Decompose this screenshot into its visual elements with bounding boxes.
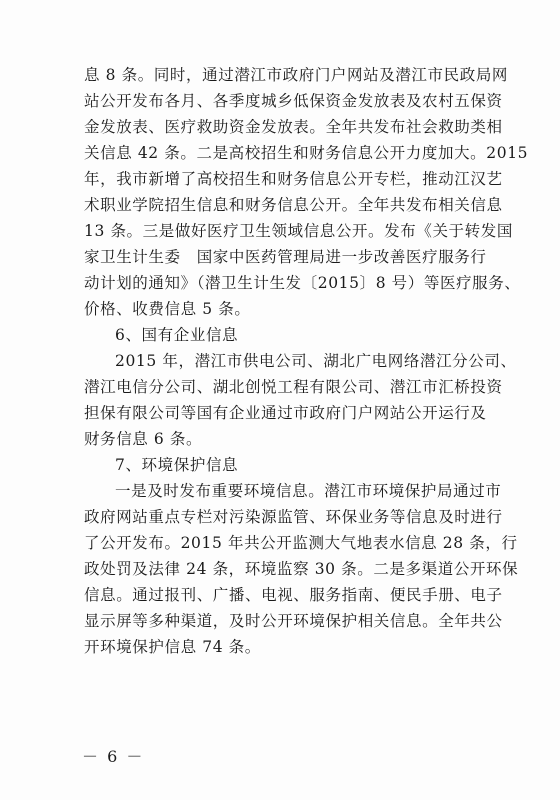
text-line-19: 了公开发布。2015 年共公开监测大气地表水信息 28 条，行 — [84, 534, 518, 552]
text-line-8: 家卫生计生委 国家中医药管理局进一步改善医疗服务行 — [84, 248, 487, 266]
text-line-17: 一是及时发布重要环境信息。潜江市环境保护局通过市 — [115, 482, 502, 500]
text-line-7: 13 条。三是做好医疗卫生领域信息公开。发布《关于转发国 — [84, 222, 513, 240]
text-line-21: 信息。通过报刊、广播、电视、服务指南、便民手册、电子 — [84, 586, 503, 604]
text-line-5: 年，我市新增了高校招生和财务信息公开专栏，推动江汉艺 — [84, 170, 503, 188]
text-line-3: 金发放表、医疗救助资金发放表。全年共发布社会救助类相 — [84, 118, 503, 136]
text-line-13: 潜江电信分公司、湖北创悦工程有限公司、潜江市汇桥投资 — [84, 378, 503, 396]
text-line-2: 站公开发布各月、各季度城乡低保资金发放表及农村五保资 — [84, 92, 503, 110]
text-line-4: 关信息 42 条。二是高校招生和财务信息公开力度加大。2015 — [84, 144, 529, 162]
document-body — [84, 62, 529, 660]
section-heading-environment: 7、环境保护信息 — [115, 456, 239, 474]
text-line-20: 政处罚及法律 24 条，环境监察 30 条。二是多渠道公开环保 — [84, 560, 519, 578]
text-line-22: 显示屏等多种渠道，及时公开环境保护相关信息。全年共公 — [84, 612, 503, 630]
text-line-23: 开环境保护信息 74 条。 — [84, 638, 261, 656]
text-line-12: 2015 年，潜江市供电公司、湖北广电网络潜江分公司、 — [115, 352, 517, 370]
page-number: － 6 － — [82, 747, 145, 766]
text-line-14: 担保有限公司等国有企业通过市政府门户网站公开运行及 — [84, 404, 487, 422]
text-line-15: 财务信息 6 条。 — [84, 430, 203, 448]
text-line-9: 动计划的通知》（潜卫生计生发〔2015〕8 号）等医疗服务、 — [84, 274, 521, 292]
text-line-6: 术职业学院招生信息和财务信息公开。全年共发布相关信息 — [84, 196, 503, 214]
text-line-10: 价格、收费信息 5 条。 — [84, 300, 251, 318]
text-line-18: 政府网站重点专栏对污染源监管、环保业务等信息及时进行 — [84, 508, 503, 526]
section-heading-state-enterprise: 6、国有企业信息 — [115, 326, 239, 344]
text-line-1: 息 8 条。同时，通过潜江市政府门户网站及潜江市民政局网 — [84, 66, 509, 84]
